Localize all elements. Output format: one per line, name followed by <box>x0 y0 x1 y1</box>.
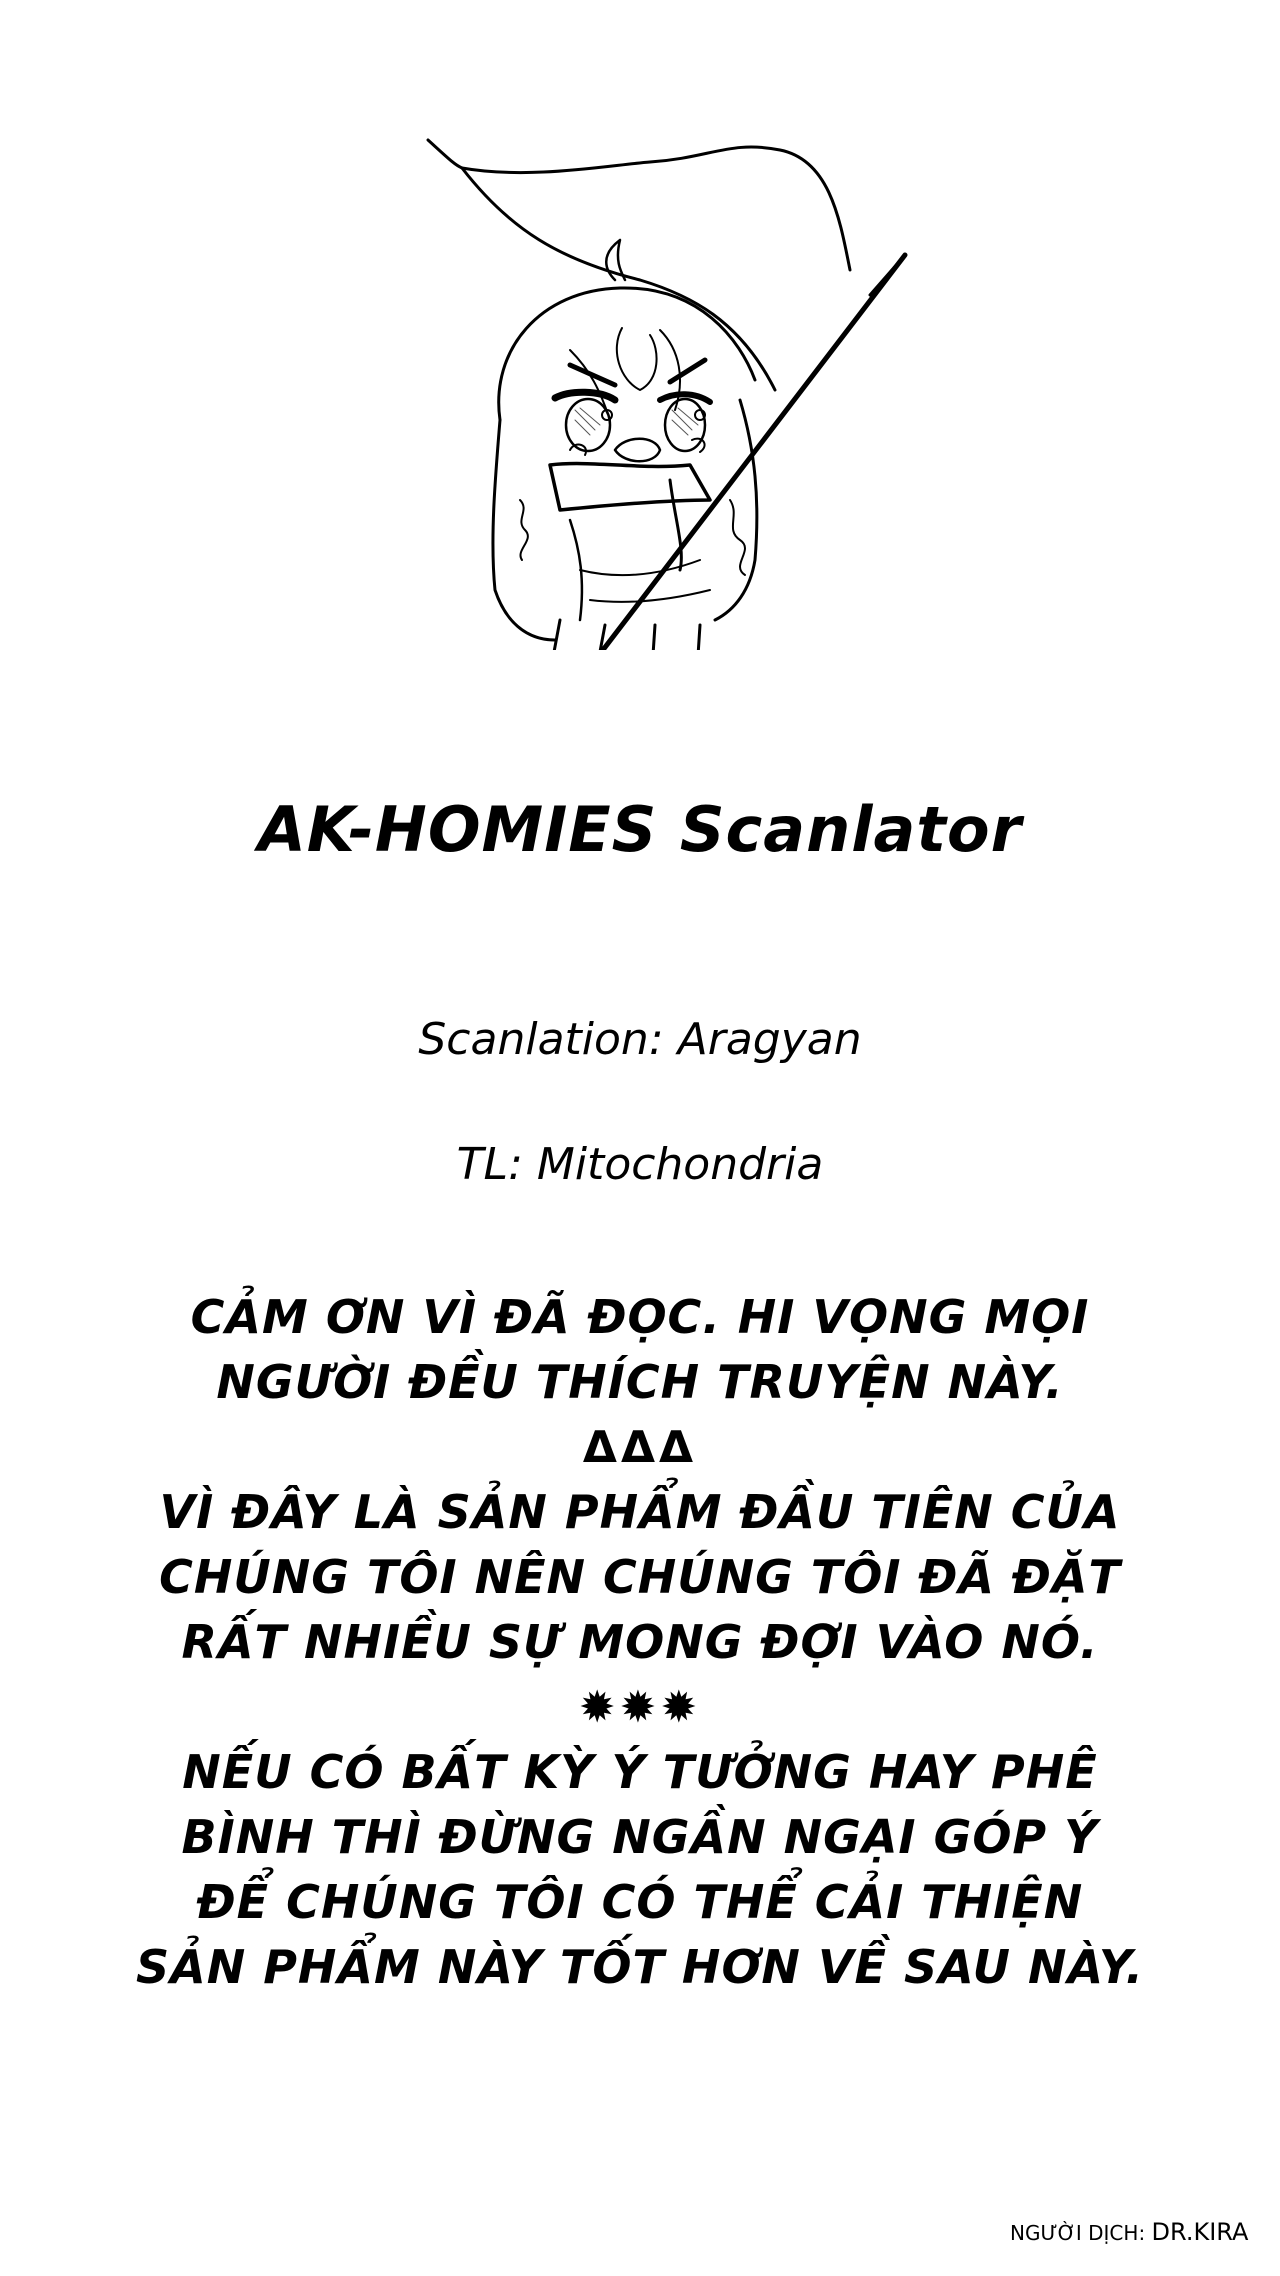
group-title: AK-HOMIES Scanlator <box>257 793 1023 866</box>
message-line: NGƯỜI ĐỀU THÍCH TRUYỆN NÀY. <box>216 1355 1064 1409</box>
translator-label: NGƯỜI DỊCH: <box>1010 2221 1146 2245</box>
triangle-separator-icon: ΔΔΔ <box>582 1422 698 1473</box>
message-line: VÌ ĐÂY LÀ SẢN PHẨM ĐẦU TIÊN CỦA <box>159 1485 1121 1539</box>
message-line: SẢN PHẨM NÀY TỐT HƠN VỀ SAU NÀY. <box>135 1940 1145 1994</box>
thank-you-message <box>0 1285 1280 2000</box>
sun-separator-icon: ✹✹✹ <box>578 1682 702 1733</box>
translator-credit: TL: Mitochondria <box>456 1139 824 1190</box>
message-line: RẤT NHIỀU SỰ MONG ĐỢI VÀO NÓ. <box>181 1615 1099 1669</box>
message-line: BÌNH THÌ ĐỪNG NGẦN NGẠI GÓP Ý <box>181 1810 1099 1864</box>
scanlation-credit: Scanlation: Aragyan <box>418 1014 862 1065</box>
translator-name: DR.KIRA <box>1151 2218 1249 2246</box>
message-line: CHÚNG TÔI NÊN CHÚNG TÔI ĐÃ ĐẶT <box>159 1550 1121 1604</box>
chibi-flag-illustration <box>410 120 930 650</box>
message-line: NẾU CÓ BẤT KỲ Ý TƯỞNG HAY PHÊ <box>182 1745 1098 1799</box>
message-line: ĐỂ CHÚNG TÔI CÓ THỂ CẢI THIỆN <box>196 1875 1084 1929</box>
translator-footer <box>1010 2216 1250 2249</box>
message-line: CẢM ƠN VÌ ĐÃ ĐỌC. HI VỌNG MỌI <box>190 1290 1090 1344</box>
